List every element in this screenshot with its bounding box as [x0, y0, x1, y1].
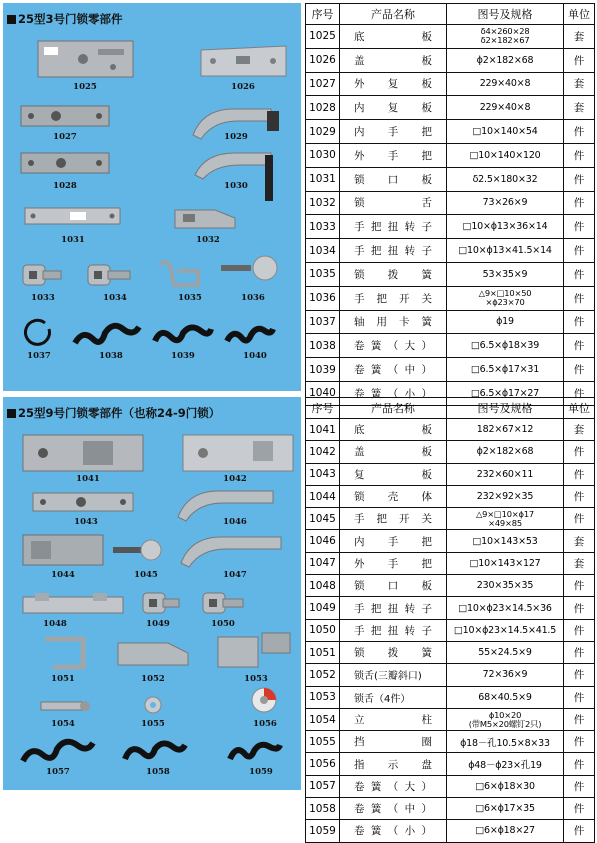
table-header-row — [306, 4, 595, 25]
cell-unit: 件 — [564, 191, 595, 215]
cell-serial-no: 1035 — [306, 262, 340, 286]
cell-serial-no: 1050 — [306, 619, 340, 641]
table-row — [306, 708, 595, 730]
part-number-1034: 1034 — [103, 293, 127, 303]
part-image-1034 — [88, 263, 89, 264]
cell-unit: 件 — [564, 215, 595, 239]
parts-spec-table-a — [305, 3, 595, 406]
cell-spec: 55×24.5×9 — [447, 641, 564, 663]
part-number-1031: 1031 — [61, 235, 85, 245]
cell-product-name: 内手把 — [340, 120, 447, 144]
part-image-1049 — [143, 591, 144, 592]
cell-serial-no: 1028 — [306, 96, 340, 120]
column-header-name: 产品名称 — [340, 4, 447, 25]
column-header-no: 序号 — [306, 398, 340, 419]
cell-product-name: 复板 — [340, 463, 447, 485]
part-number-1056: 1056 — [253, 719, 277, 729]
part-image-1028 — [21, 153, 22, 154]
table-row — [306, 191, 595, 215]
cell-spec — [447, 508, 564, 530]
table-row — [306, 239, 595, 263]
cell-unit: 件 — [564, 167, 595, 191]
cell-serial-no: 1037 — [306, 310, 340, 334]
part-image-1029 — [193, 103, 194, 104]
part-number-1051: 1051 — [51, 674, 75, 684]
part-image-1032 — [175, 206, 176, 207]
cell-serial-no: 1046 — [306, 530, 340, 552]
part-number-1058: 1058 — [146, 767, 170, 777]
table-row — [306, 597, 595, 619]
part-image-1058 — [123, 737, 124, 738]
part-image-1047 — [181, 535, 182, 536]
cell-product-name: 外复板 — [340, 72, 447, 96]
part-number-1040: 1040 — [243, 351, 267, 361]
table-row — [306, 215, 595, 239]
table-row — [306, 96, 595, 120]
table-row — [306, 419, 595, 441]
cell-product-name: 卷簧（小） — [340, 820, 447, 842]
cell-product-name: 轴用卡簧 — [340, 310, 447, 334]
part-number-1025: 1025 — [73, 82, 97, 92]
part-image-1035 — [158, 259, 159, 260]
part-number-1042: 1042 — [223, 474, 247, 484]
cell-product-name: 外手把 — [340, 552, 447, 574]
table-row — [306, 575, 595, 597]
cell-unit: 套 — [564, 530, 595, 552]
cell-spec: 229×40×8 — [447, 96, 564, 120]
table-row — [306, 820, 595, 842]
part-image-1044 — [23, 535, 24, 536]
part-image-1037 — [25, 319, 26, 320]
part-image-1045 — [113, 539, 114, 540]
cell-unit: 件 — [564, 239, 595, 263]
cell-serial-no: 1044 — [306, 485, 340, 507]
cell-product-name: 手把扭转子 — [340, 597, 447, 619]
cell-unit: 件 — [564, 798, 595, 820]
cell-product-name: 立柱 — [340, 708, 447, 730]
cell-product-name: 卷簧（大） — [340, 775, 447, 797]
cell-spec: ϕ48－ϕ23×孔19 — [447, 753, 564, 775]
part-number-1041: 1041 — [76, 474, 100, 484]
cell-spec: ϕ2×182×68 — [447, 441, 564, 463]
cell-spec: □10×140×120 — [447, 143, 564, 167]
part-image-1052 — [118, 639, 119, 640]
column-header-spec: 图号及规格 — [447, 398, 564, 419]
cell-serial-no: 1052 — [306, 664, 340, 686]
cell-unit: 件 — [564, 262, 595, 286]
part-image-1053 — [218, 633, 219, 634]
table-row — [306, 664, 595, 686]
cell-spec: □6×ϕ18×27 — [447, 820, 564, 842]
cell-spec: 232×60×11 — [447, 463, 564, 485]
cell-product-name: 手把扭转子 — [340, 619, 447, 641]
cell-spec-line-2: ×ϕ23×70 — [485, 297, 525, 308]
parts-spec-table-b — [305, 397, 595, 843]
column-header-unit: 单位 — [564, 4, 595, 25]
part-number-1033: 1033 — [31, 293, 55, 303]
part-number-1029: 1029 — [224, 132, 248, 142]
cell-serial-no: 1048 — [306, 575, 340, 597]
part-number-1053: 1053 — [244, 674, 268, 684]
cell-unit: 件 — [564, 597, 595, 619]
cell-spec: 72×36×9 — [447, 664, 564, 686]
cell-product-name: 锁舌(三瓣斜口) — [340, 664, 447, 686]
part-image-1048 — [23, 593, 24, 594]
cell-unit: 件 — [564, 286, 595, 310]
part-number-1027: 1027 — [53, 132, 77, 142]
cell-serial-no: 1051 — [306, 641, 340, 663]
cell-product-name: 锁拨簧 — [340, 262, 447, 286]
cell-spec: □10×ϕ23×14.5×41.5 — [447, 619, 564, 641]
cell-serial-no: 1029 — [306, 120, 340, 144]
table-row — [306, 72, 595, 96]
cell-spec: □6×ϕ18×30 — [447, 775, 564, 797]
part-number-1030: 1030 — [224, 181, 248, 191]
column-header-no: 序号 — [306, 4, 340, 25]
cell-product-name: 内复板 — [340, 96, 447, 120]
cell-spec — [447, 708, 564, 730]
cell-unit: 件 — [564, 463, 595, 485]
cell-unit: 件 — [564, 508, 595, 530]
part-image-1025 — [38, 41, 39, 42]
cell-product-name: 锁拨簧 — [340, 641, 447, 663]
cell-product-name: 底板 — [340, 419, 447, 441]
cell-spec: δ2.5×180×32 — [447, 167, 564, 191]
parts-photo-panel-b — [3, 397, 301, 790]
cell-unit: 件 — [564, 664, 595, 686]
cell-serial-no: 1056 — [306, 753, 340, 775]
part-number-1036: 1036 — [241, 293, 265, 303]
cell-spec: □10×140×54 — [447, 120, 564, 144]
cell-spec — [447, 25, 564, 49]
table-row — [306, 552, 595, 574]
table-row — [306, 262, 595, 286]
cell-spec: 229×40×8 — [447, 72, 564, 96]
cell-unit: 件 — [564, 334, 595, 358]
part-image-1040 — [225, 323, 226, 324]
cell-serial-no: 1036 — [306, 286, 340, 310]
part-number-1045: 1045 — [134, 570, 158, 580]
part-number-1043: 1043 — [74, 517, 98, 527]
table-row — [306, 48, 595, 72]
part-image-1056 — [251, 687, 252, 688]
part-number-1057: 1057 — [46, 767, 70, 777]
cell-product-name: 手把开关 — [340, 508, 447, 530]
parts-photo-panel-a — [3, 3, 301, 391]
cell-product-name: 锁口板 — [340, 575, 447, 597]
part-image-1031 — [25, 208, 26, 209]
cell-product-name: 手把开关 — [340, 286, 447, 310]
cell-product-name: 锁口板 — [340, 167, 447, 191]
section-b-title: 25型9号门锁零部件（也称24-9门锁） — [7, 405, 220, 421]
column-header-unit: 单位 — [564, 398, 595, 419]
cell-serial-no: 1027 — [306, 72, 340, 96]
part-image-1046 — [178, 487, 179, 488]
cell-unit: 件 — [564, 358, 595, 382]
cell-serial-no: 1054 — [306, 708, 340, 730]
part-number-1048: 1048 — [43, 619, 67, 629]
cell-spec: ϕ2×182×68 — [447, 48, 564, 72]
part-image-1055 — [143, 695, 144, 696]
part-image-1059 — [228, 739, 229, 740]
cell-serial-no: 1047 — [306, 552, 340, 574]
cell-spec: □6.5×ϕ17×31 — [447, 358, 564, 382]
table-row — [306, 334, 595, 358]
part-image-1039 — [153, 321, 154, 322]
cell-unit: 件 — [564, 120, 595, 144]
cell-unit: 件 — [564, 143, 595, 167]
part-image-1027 — [21, 106, 22, 107]
part-number-1054: 1054 — [51, 719, 75, 729]
cell-unit: 套 — [564, 72, 595, 96]
part-number-1046: 1046 — [223, 517, 247, 527]
cell-unit: 件 — [564, 686, 595, 708]
cell-product-name: 卷簧（大） — [340, 334, 447, 358]
part-image-1041 — [23, 435, 24, 436]
cell-product-name: 外手把 — [340, 143, 447, 167]
cell-product-name: 卷簧（小） — [340, 381, 447, 405]
part-number-1032: 1032 — [196, 235, 220, 245]
table-row — [306, 485, 595, 507]
table-row — [306, 143, 595, 167]
part-number-1059: 1059 — [249, 767, 273, 777]
part-image-1042 — [183, 435, 184, 436]
cell-spec: 182×67×12 — [447, 419, 564, 441]
table-row — [306, 798, 595, 820]
part-number-1038: 1038 — [99, 351, 123, 361]
cell-serial-no: 1042 — [306, 441, 340, 463]
cell-spec-line-1: △9×□10×50 — [478, 288, 532, 299]
table-row — [306, 167, 595, 191]
table-row — [306, 641, 595, 663]
table-row — [306, 619, 595, 641]
cell-product-name: 盖板 — [340, 48, 447, 72]
cell-serial-no: 1030 — [306, 143, 340, 167]
table-row — [306, 530, 595, 552]
table-row — [306, 120, 595, 144]
part-number-1050: 1050 — [211, 619, 235, 629]
cell-serial-no: 1033 — [306, 215, 340, 239]
table-row — [306, 441, 595, 463]
part-number-1049: 1049 — [146, 619, 170, 629]
cell-spec: 232×92×35 — [447, 485, 564, 507]
cell-serial-no: 1058 — [306, 798, 340, 820]
section-a-title: 25型3号门锁零部件 — [7, 11, 123, 27]
table-row — [306, 25, 595, 49]
cell-spec: □10×ϕ23×14.5×36 — [447, 597, 564, 619]
cell-product-name: 手把扭转子 — [340, 239, 447, 263]
cell-spec: ϕ18－孔10.5×8×33 — [447, 731, 564, 753]
part-image-1050 — [203, 591, 204, 592]
cell-spec — [447, 286, 564, 310]
cell-product-name: 卷簧（中） — [340, 358, 447, 382]
part-image-1033 — [23, 263, 24, 264]
cell-product-name: 锁舌（4件） — [340, 686, 447, 708]
cell-product-name: 手把扭转子 — [340, 215, 447, 239]
cell-spec-line-1: δ4×260×28 — [480, 26, 530, 37]
cell-serial-no: 1032 — [306, 191, 340, 215]
cell-product-name: 锁壳体 — [340, 485, 447, 507]
cell-spec: □6.5×ϕ18×39 — [447, 334, 564, 358]
cell-unit: 件 — [564, 441, 595, 463]
cell-unit: 件 — [564, 708, 595, 730]
cell-product-name: 卷簧（中） — [340, 798, 447, 820]
cell-unit: 件 — [564, 820, 595, 842]
part-image-1043 — [33, 493, 34, 494]
cell-spec: 230×35×35 — [447, 575, 564, 597]
cell-unit: 件 — [564, 48, 595, 72]
table-row — [306, 508, 595, 530]
cell-unit: 件 — [564, 641, 595, 663]
cell-unit: 件 — [564, 619, 595, 641]
cell-unit: 套 — [564, 552, 595, 574]
cell-spec: □10×143×53 — [447, 530, 564, 552]
table-row — [306, 775, 595, 797]
part-image-1036 — [221, 255, 222, 256]
table-row — [306, 686, 595, 708]
cell-unit: 套 — [564, 419, 595, 441]
cell-unit: 件 — [564, 310, 595, 334]
cell-product-name: 锁舌 — [340, 191, 447, 215]
table-row — [306, 310, 595, 334]
cell-spec: ϕ19 — [447, 310, 564, 334]
table-row — [306, 358, 595, 382]
cell-unit: 件 — [564, 753, 595, 775]
cell-spec-line-2: δ2×182×67 — [480, 35, 530, 46]
cell-product-name: 底板 — [340, 25, 447, 49]
cell-serial-no: 1043 — [306, 463, 340, 485]
cell-spec-line-2: ×49×85 — [488, 517, 522, 528]
cell-spec: □6.5×ϕ17×27 — [447, 381, 564, 405]
cell-unit: 件 — [564, 731, 595, 753]
part-number-1052: 1052 — [141, 674, 165, 684]
table-row — [306, 753, 595, 775]
cell-serial-no: 1038 — [306, 334, 340, 358]
part-image-1030 — [195, 151, 196, 152]
part-number-1055: 1055 — [141, 719, 165, 729]
cell-spec: □10×143×127 — [447, 552, 564, 574]
cell-spec: 73×26×9 — [447, 191, 564, 215]
cell-serial-no: 1049 — [306, 597, 340, 619]
cell-serial-no: 1039 — [306, 358, 340, 382]
cell-unit: 套 — [564, 25, 595, 49]
part-number-1035: 1035 — [178, 293, 202, 303]
cell-spec: □6×ϕ17×35 — [447, 798, 564, 820]
cell-serial-no: 1041 — [306, 419, 340, 441]
cell-serial-no: 1025 — [306, 25, 340, 49]
cell-spec-line-1: ϕ10×20 — [488, 709, 522, 720]
cell-unit: 套 — [564, 96, 595, 120]
table-row — [306, 731, 595, 753]
cell-spec-line-1: △9×□10×ϕ17 — [476, 508, 534, 519]
cell-serial-no: 1057 — [306, 775, 340, 797]
part-number-1039: 1039 — [171, 351, 195, 361]
cell-product-name: 指示盘 — [340, 753, 447, 775]
cell-unit: 件 — [564, 485, 595, 507]
column-header-spec: 图号及规格 — [447, 4, 564, 25]
part-image-1051 — [43, 637, 44, 638]
part-image-1057 — [21, 737, 22, 738]
cell-spec: 53×35×9 — [447, 262, 564, 286]
cell-spec-line-2: (带M5×20螺钉2只) — [468, 718, 542, 729]
part-number-1037: 1037 — [27, 351, 51, 361]
cell-serial-no: 1053 — [306, 686, 340, 708]
cell-serial-no: 1040 — [306, 381, 340, 405]
table-row — [306, 463, 595, 485]
cell-serial-no: 1034 — [306, 239, 340, 263]
part-image-1038 — [73, 321, 74, 322]
cell-serial-no: 1031 — [306, 167, 340, 191]
cell-unit: 件 — [564, 381, 595, 405]
cell-spec: □10×ϕ13×41.5×14 — [447, 239, 564, 263]
cell-unit: 件 — [564, 775, 595, 797]
table-row — [306, 286, 595, 310]
column-header-name: 产品名称 — [340, 398, 447, 419]
cell-spec: 68×40.5×9 — [447, 686, 564, 708]
part-number-1047: 1047 — [223, 570, 247, 580]
cell-serial-no: 1026 — [306, 48, 340, 72]
part-image-1054 — [41, 699, 42, 700]
cell-unit: 件 — [564, 575, 595, 597]
cell-spec: □10×ϕ13×36×14 — [447, 215, 564, 239]
cell-serial-no: 1055 — [306, 731, 340, 753]
cell-product-name: 盖板 — [340, 441, 447, 463]
cell-serial-no: 1045 — [306, 508, 340, 530]
cell-product-name: 挡圈 — [340, 731, 447, 753]
part-number-1028: 1028 — [53, 181, 77, 191]
cell-serial-no: 1059 — [306, 820, 340, 842]
cell-product-name: 内手把 — [340, 530, 447, 552]
part-number-1044: 1044 — [51, 570, 75, 580]
table-header-row — [306, 398, 595, 419]
part-image-1026 — [201, 46, 202, 47]
part-number-1026: 1026 — [231, 82, 255, 92]
